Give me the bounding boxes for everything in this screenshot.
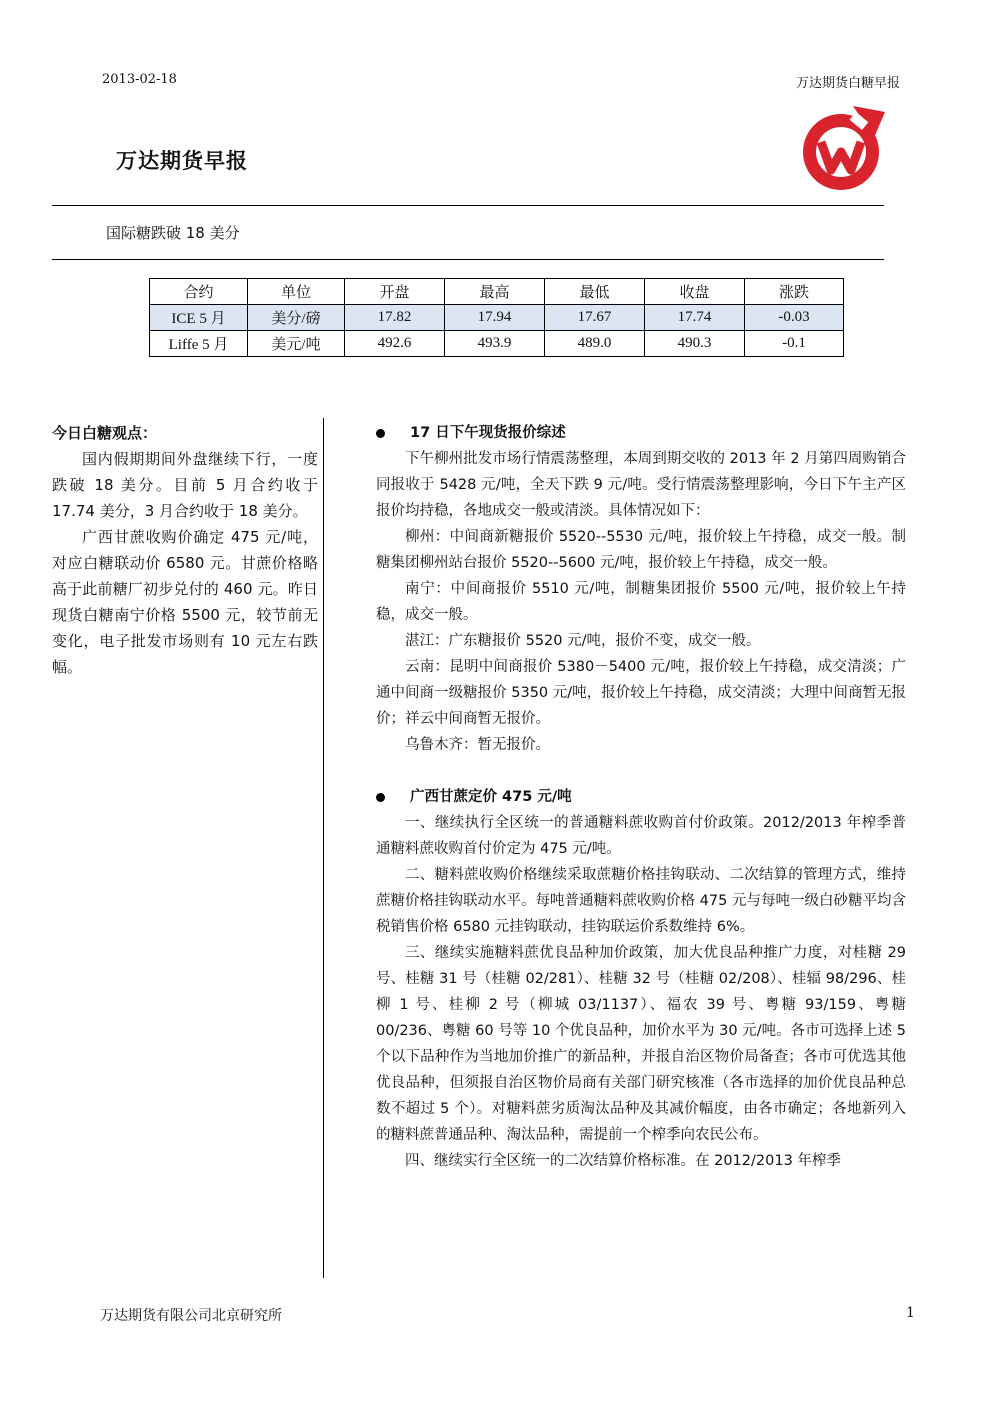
- paragraph: 柳州：中间商新糖报价 5520--5530 元/吨，报价较上午持稳，成交一般。制糖集团柳州站台报价 5520--5600 元/吨，报价较上午持稳，成交一般。: [376, 529, 906, 571]
- column-header: 最高: [445, 279, 545, 305]
- paragraph: 国内假期期间外盘继续下行，一度跌破 18 美分。目前 5 月合约收于 17.74 美分，3 月合约收于 18 美分。: [52, 450, 318, 520]
- section-heading-text: 17 日下午现货报价综述: [410, 425, 566, 441]
- table-cell: 490.3: [645, 331, 745, 357]
- sugar-view-heading: 今日白糖观点：: [52, 424, 158, 442]
- wanda-logo-icon: [795, 102, 887, 194]
- column-header: 合约: [150, 279, 248, 305]
- table-cell: 17.82: [345, 305, 445, 331]
- table-cell: -0.1: [745, 331, 844, 357]
- table-cell: 17.67: [545, 305, 645, 331]
- paragraph: 三、继续实施糖料蔗优良品种加价政策，加大优良品种推广力度，对桂糖 29 号、桂糖 31 号（桂糖 02/281）、桂糖 32 号（桂糖 02/208）、桂辐 98/296、桂柳 1 号、桂柳 2 号（柳城 03/1137）、福农 39 号、粤糖 93/159、粤糖 00/236、粤糖 60 号等 10 个优良品种，加价水平为 30 元/吨。各市可选择上述 5 个以下品种作为当地加价推广的新品种，并报自治区物价局备查；各市可优选其他优良品种，但须报自治区物价局商有关部门研究核准（各市选择的加价优良品种总数不超过 5 个）。对糖料蔗劣质淘汰品种及其减价幅度，由各市确定；各地新列入的糖料蔗普通品种、淘汰品种，需提前一个榨季向农民公布。: [376, 945, 906, 1143]
- table-cell: 493.9: [445, 331, 545, 357]
- table-cell: -0.03: [745, 305, 844, 331]
- paragraph: 下午柳州批发市场行情震荡整理，本周到期交收的 2013 年 2 月第四周购销合同报收于 5428 元/吨，全天下跌 9 元/吨。受行情震荡整理影响，今日下午主产区报价均持稳，各地成交一般或清淡。具体情况如下：: [376, 451, 906, 519]
- news-column: [376, 420, 906, 1174]
- table-header-row: [150, 279, 844, 305]
- table-row: [150, 331, 844, 357]
- page-number: 1: [906, 1305, 915, 1321]
- title-divider: [52, 205, 884, 206]
- table-row: [150, 305, 844, 331]
- bullet-icon: [376, 429, 385, 438]
- paragraph: 广西甘蔗收购价确定 475 元/吨，对应白糖联动价 6580 元。甘蔗价格略高于此前糖厂初步兑付的 460 元。昨日现货白糖南宁价格 5500 元，较节前无变化，电子批发市场则有 10 元左右跌幅。: [52, 528, 318, 676]
- publication-name: 万达期货白糖早报: [795, 76, 900, 91]
- paragraph: 湛江：广东糖报价 5520 元/吨，报价不变，成交一般。: [405, 633, 761, 649]
- report-date: 2013-02-18: [102, 72, 177, 87]
- table-cell: ICE 5 月: [150, 305, 248, 331]
- column-header: 单位: [248, 279, 345, 305]
- paragraph: 乌鲁木齐：暂无报价。: [405, 737, 550, 753]
- section-heading: [376, 420, 906, 446]
- bullet-icon: [376, 793, 385, 802]
- paragraph: 云南：昆明中间商报价 5380－5400 元/吨，报价较上午持稳，成交清淡；广通中间商一级糖报价 5350 元/吨，报价较上午持稳，成交清淡；大理中间商暂无报价；祥云中间商暂无报价。: [376, 659, 906, 727]
- column-divider: [323, 418, 324, 1278]
- column-header: 开盘: [345, 279, 445, 305]
- table-cell: 489.0: [545, 331, 645, 357]
- paragraph: 一、继续执行全区统一的普通糖料蔗收购首付价政策。2012/2013 年榨季普通糖料蔗收购首付价定为 475 元/吨。: [376, 815, 906, 857]
- column-header: 收盘: [645, 279, 745, 305]
- footer-company: 万达期货有限公司北京研究所: [100, 1308, 282, 1324]
- table-cell: Liffe 5 月: [150, 331, 248, 357]
- headline: 国际糖跌破 18 美分: [106, 224, 240, 242]
- table-cell: 17.74: [645, 305, 745, 331]
- paragraph: 四、继续实行全区统一的二次结算价格标准。在 2012/2013 年榨季: [405, 1153, 841, 1169]
- table-cell: 美分/磅: [248, 305, 345, 331]
- report-title: 万达期货早报: [116, 149, 248, 173]
- futures-quotes-table: [149, 278, 844, 357]
- paragraph: 二、糖料蔗收购价格继续采取蔗糖价格挂钩联动、二次结算的管理方式，维持蔗糖价格挂钩联动水平。每吨普通糖料蔗收购价格 475 元与每吨一级白砂糖平均含税销售价格 6580 元挂钩联动，挂钩联运价系数维持 6%。: [376, 867, 906, 935]
- table-cell: 492.6: [345, 331, 445, 357]
- section-heading: [376, 784, 906, 810]
- section-spacer: [376, 758, 906, 784]
- sugar-view-column: [52, 420, 318, 680]
- table-cell: 17.94: [445, 305, 545, 331]
- headline-divider: [52, 259, 884, 260]
- paragraph: 南宁：中间商报价 5510 元/吨，制糖集团报价 5500 元/吨，报价较上午持稳，成交一般。: [376, 581, 906, 623]
- column-header: 涨跌: [745, 279, 844, 305]
- section-heading-text: 广西甘蔗定价 475 元/吨: [410, 789, 572, 805]
- column-header: 最低: [545, 279, 645, 305]
- table-cell: 美元/吨: [248, 331, 345, 357]
